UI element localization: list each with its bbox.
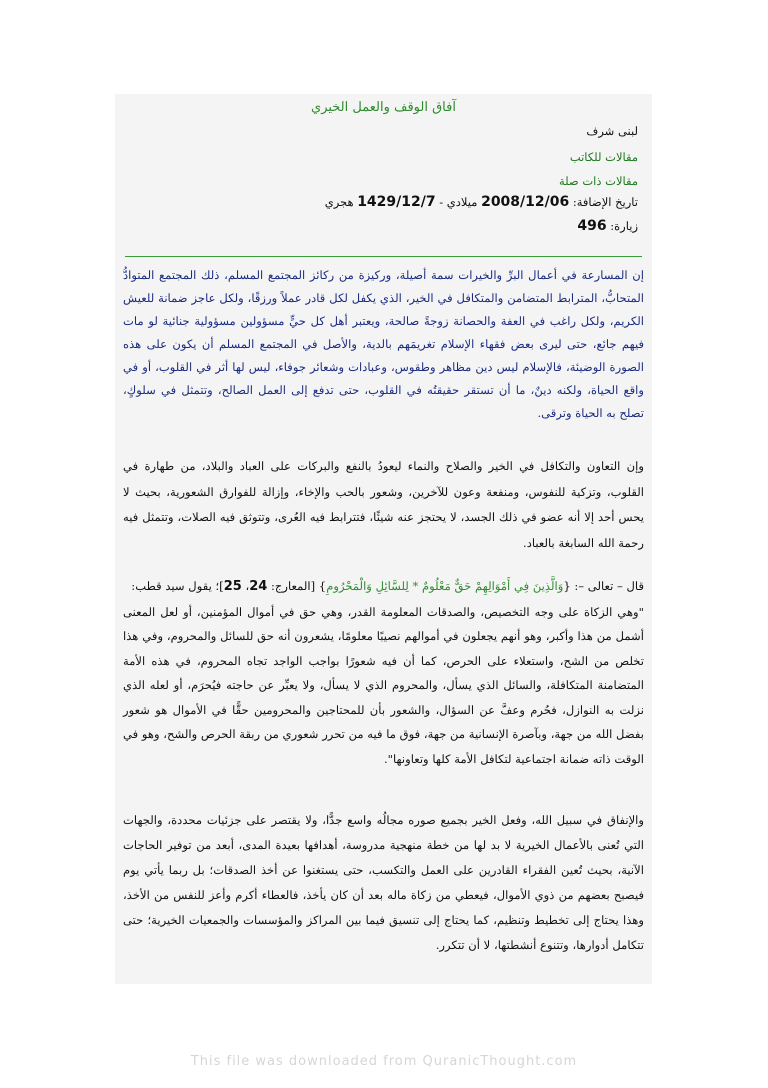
verse-ref-sep: ،	[241, 579, 250, 593]
paragraph-1: إن المسارعة في أعمال البرِّ والخيرات سمة أصيلة، وركيزة من ركائز المجتمع المسلم، ذلك المجتمع المتوادُّ المتحابُّ، المترابط المتضامن والمتكافل في الخير، الذي يكفل لكل قادر عملاً ورزقًا، ولكل عاجز ضمانة للعيش الكريم، ولكل راغب في العفة والحصانة زوجةً صالحة، ويعتبر أهل كل حيٍّ مسؤولين مسؤولية جنائية لو مات فيهم جائع، حتى ليرى بعض فقهاء الإسلام تغريمَهم بالدية، والأصل في المجتمع المسلم أن يكون على هذه الصورة الوضيئة، فالإسلام ليس دين مظاهر وطقوس، وعبادات وشعائر جوفاء، ليس لها أثر في القلوب، أو في واقع الحياة، ولكنه دينٌ، ما أن تستقر حقيقتُه في القلوب، حتى تدفع إلى العمل الصالح، وتتمثل في سلوكٍ، تصلح به الحياة وترقى.	[123, 268, 644, 420]
visit-counter	[577, 218, 638, 234]
sayyid-qutb-quote: "وهي الزكاة على وجه التخصيص، والصدقات المعلومة القدر، وهي حق في أموال المؤمنين، أو لعل المعنى أشمل من هذا وأكبر، وهو أنهم يجعلون في أموالهم نصيبًا معلومًا، يشعرون أنه حق للسائل والمحروم، وفي هذا تخلص من الشح، واستعلاء على الحرص، كما أن فيه شعورًا بواجب الواجد تجاه المحروم، في هذه الأمة المتضامنة المتكافلة، والسائل الذي يسأل، والمحروم الذي لا يسأل، ولا يعبِّر عن حاجته فيُحرَم، أو لعله الذي نزلت به النوازل، فحُرم وعفَّ عن السؤال، والشعور بأن للمحتاجين والمحرومين حقًّا في الأموال هو شعور بفضل الله من جهة، وبآصرة الإنسانية من جهة، فوق ما فيه من تحرر شعوري من ربقة الحرص والشح، وهو في الوقت ذاته ضمانة اجتماعية لتكافل الأمة كلها وتعاونها".	[123, 604, 644, 766]
verse-number-2: 25	[223, 579, 242, 594]
related-articles-link[interactable]: مقالات ذات صلة	[558, 174, 638, 188]
verse-intro: قال – تعالى –: {	[563, 579, 644, 593]
publish-date	[325, 194, 638, 210]
article-title: آفاق الوقف والعمل الخيري	[311, 100, 456, 115]
date-hijri-suffix: هجري	[324, 195, 354, 209]
quran-verse: وَالَّذِينَ فِي أَمْوَالِهِمْ حَقٌّ مَعْلُومٌ * لِلسَّائِلِ وَالْمَحْرُومِ	[326, 579, 564, 593]
visits-count: 496	[577, 218, 607, 234]
date-label: تاريخ الإضافة:	[572, 195, 638, 209]
verse-ref-open: } [المعارج:	[267, 579, 327, 593]
paragraph-2: وإن التعاون والتكافل في الخير والصلاح والنماء ليعودُ بالنفع والبركات على العباد والبلاد، من طهارة في القلوب، وتزكية للنفوس، ومنفعة وعون للآخرين، وشعور بالحب والإخاء، وإزالة للفوارق الشعورية، بحيث لا يحس أحد إلا أنه عضو في ذلك الجسد، لا يحتجز عنه شيئًا، فتترابط فيه العُرى، وتتوثق فيه الصلات، وتتمثل فيه رحمة الله السابغة بالعباد.	[123, 459, 644, 550]
author-name[interactable]: لبنى شرف	[586, 124, 638, 138]
article-page	[115, 94, 652, 984]
date-gregorian: 2008/12/06	[481, 194, 570, 210]
visits-label: زيارة:	[610, 219, 638, 233]
section-divider	[125, 256, 642, 257]
faded-site-logo	[200, 40, 560, 74]
paragraph-4: والإنفاق في سبيل الله، وفعل الخير بجميع صوره مجالُه واسع جدًّا، ولا يقتصر على جزئيات محددة، والجهات التي تُعنى بالأعمال الخيرية لا بد لها من خطة منهجية مدروسة، أهدافها بعيدة المدى، أبعد من توفير الحاجات الآنية، بحيث تُعين الفقراء القادرين على العمل والتكسب، حتى يستغنوا عن أخذ الصدقات؛ بل ربما يأتي يوم فيصبح بعضهم من ذوي الأموال، فيعطي من زكاة ماله بعد أن كان يأخذ، فالعطاء أكرم وأعز للنفس من الأخذ، وهذا يحتاج إلى تخطيط وتنظيم، كما يحتاج إلى تنسيق فيما بين المراكز والمؤسسات والجمعيات الخيرية؛ حتى تتكامل أدوارها، وتتنوع أنشطتها، لا أن تتكرر.	[123, 813, 644, 952]
download-footer: This file was downloaded from QuranicThought.com	[190, 1054, 578, 1069]
paragraph-3	[123, 574, 644, 771]
verse-number-1: 24	[249, 579, 268, 594]
date-gregorian-suffix: ميلادي -	[439, 195, 478, 209]
author-articles-link[interactable]: مقالات للكاتب	[569, 150, 638, 164]
date-hijri: 1429/12/7	[357, 194, 436, 210]
verse-ref-close: ]؛ يقول سيد قطب:	[131, 579, 224, 593]
